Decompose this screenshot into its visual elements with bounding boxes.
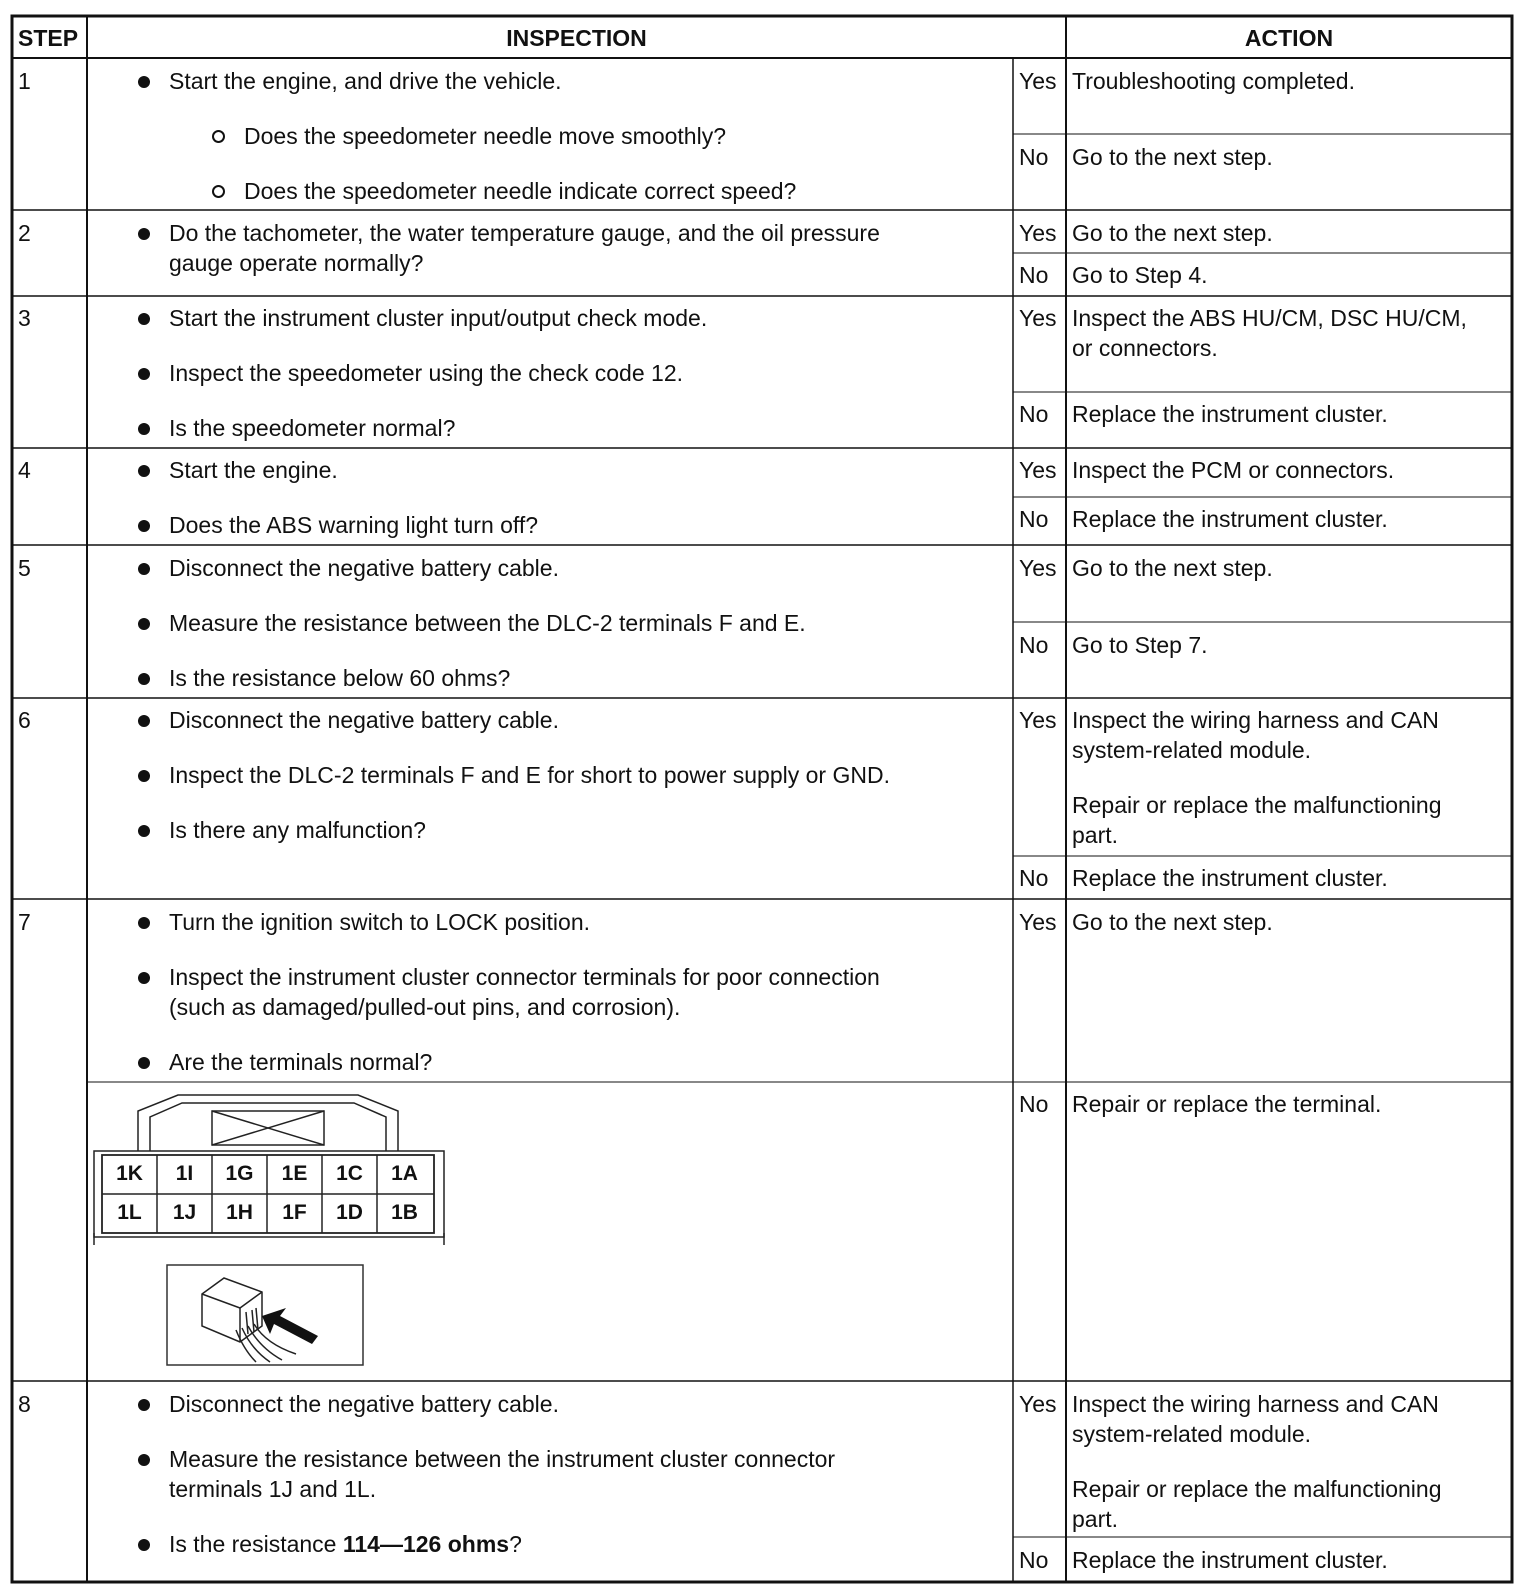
circle-bullet-icon: [212, 185, 225, 198]
inspection-item: Start the instrument cluster input/output check mode.: [169, 305, 708, 331]
inspection-item: Do the tachometer, the water temperature gauge, and the oil pressure: [169, 220, 880, 246]
bullet-icon: [138, 1539, 150, 1551]
yes-action: system-related module.: [1072, 1421, 1312, 1447]
inspection-item: (such as damaged/pulled-out pins, and corrosion).: [169, 994, 681, 1020]
pin-label: 1B: [391, 1201, 418, 1224]
yes-action: Repair or replace the malfunctioning: [1072, 792, 1442, 818]
no-label: No: [1019, 262, 1049, 288]
bullet-icon: [138, 715, 150, 727]
yes-label: Yes: [1019, 555, 1057, 581]
pin-label: 1J: [172, 1201, 197, 1224]
pin-label: 1H: [226, 1201, 253, 1224]
inspection-item: Is there any malfunction?: [169, 817, 426, 843]
inspection-item: Does the ABS warning light turn off?: [169, 512, 539, 538]
step-number: 3: [18, 305, 31, 331]
yes-label: Yes: [1019, 68, 1057, 94]
yes-label: Yes: [1019, 457, 1057, 483]
yes-action: Inspect the wiring harness and CAN: [1072, 707, 1439, 733]
no-action: Replace the instrument cluster.: [1072, 1547, 1388, 1573]
no-label: No: [1019, 144, 1049, 170]
yes-label: Yes: [1019, 1391, 1057, 1417]
yes-action: or connectors.: [1072, 335, 1218, 361]
inspection-item: terminals 1J and 1L.: [169, 1476, 377, 1502]
step-number: 7: [18, 909, 31, 935]
pin-label: 1C: [336, 1162, 363, 1185]
step-number: 1: [18, 68, 31, 94]
bullet-icon: [138, 1057, 150, 1069]
no-action: Go to Step 4.: [1072, 262, 1208, 288]
bullet-icon: [138, 770, 150, 782]
yes-action: Go to the next step.: [1072, 555, 1273, 581]
no-label: No: [1019, 506, 1049, 532]
pin-label: 1F: [282, 1201, 307, 1224]
pin-label: 1I: [175, 1162, 194, 1185]
bullet-icon: [138, 1454, 150, 1466]
yes-action: Inspect the ABS HU/CM, DSC HU/CM,: [1072, 305, 1467, 331]
yes-action: Go to the next step.: [1072, 220, 1273, 246]
pin-label: 1E: [281, 1162, 308, 1185]
inspection-sub-item: Does the speedometer needle move smoothly?: [244, 123, 727, 149]
inspection-item: Start the engine.: [169, 457, 338, 483]
inspection-item: Inspect the speedometer using the check code 12.: [169, 360, 683, 386]
yes-label: Yes: [1019, 220, 1057, 246]
resistance-suffix: ?: [509, 1531, 522, 1557]
bullet-icon: [138, 313, 150, 325]
yes-action: part.: [1072, 822, 1119, 848]
pin-label: 1A: [391, 1162, 418, 1185]
pin-label: 1L: [117, 1201, 142, 1224]
inspection-item: Measure the resistance between the DLC-2 terminals F and E.: [169, 610, 806, 636]
bullet-icon: [138, 423, 150, 435]
bullet-icon: [138, 618, 150, 630]
bullet-icon: [138, 228, 150, 240]
resistance-prefix: Is the resistance: [169, 1531, 343, 1557]
no-label: No: [1019, 401, 1049, 427]
resistance-value: 114—126 ohms: [342, 1531, 510, 1557]
yes-action: Inspect the PCM or connectors.: [1072, 457, 1395, 483]
header-inspection: INSPECTION: [506, 25, 647, 51]
inspection-item: Disconnect the negative battery cable.: [169, 707, 559, 733]
yes-label: Yes: [1019, 305, 1057, 331]
inspection-item: Measure the resistance between the instrument cluster connector: [169, 1446, 836, 1472]
yes-action: system-related module.: [1072, 737, 1312, 763]
no-label: No: [1019, 1091, 1049, 1117]
inspection-item: Turn the ignition switch to LOCK position.: [169, 909, 591, 935]
pin-label: 1D: [336, 1201, 363, 1224]
circle-bullet-icon: [212, 130, 225, 143]
yes-action: Troubleshooting completed.: [1072, 68, 1355, 94]
yes-action: part.: [1072, 1506, 1119, 1532]
bullet-icon: [138, 825, 150, 837]
inspection-item: Disconnect the negative battery cable.: [169, 1391, 559, 1417]
step-number: 6: [18, 707, 31, 733]
connector-illustration: [166, 1264, 364, 1366]
inspection-item: Are the terminals normal?: [169, 1049, 433, 1075]
no-action: Go to the next step.: [1072, 144, 1273, 170]
bullet-icon: [138, 1399, 150, 1411]
no-action: Replace the instrument cluster.: [1072, 865, 1388, 891]
bullet-icon: [138, 520, 150, 532]
yes-label: Yes: [1019, 707, 1057, 733]
no-action: Replace the instrument cluster.: [1072, 401, 1388, 427]
header-action: ACTION: [1244, 25, 1334, 51]
no-label: No: [1019, 865, 1049, 891]
header-step: STEP: [18, 25, 79, 51]
step-number: 2: [18, 220, 31, 246]
inspection-item: Disconnect the negative battery cable.: [169, 555, 559, 581]
step-number: 5: [18, 555, 31, 581]
inspection-item: Inspect the DLC-2 terminals F and E for short to power supply or GND.: [169, 762, 890, 788]
no-action: Replace the instrument cluster.: [1072, 506, 1388, 532]
no-action: Go to Step 7.: [1072, 632, 1208, 658]
inspection-item-resistance: [169, 1529, 522, 1559]
bullet-icon: [138, 368, 150, 380]
pin-label: 1K: [116, 1162, 143, 1185]
inspection-item: Start the engine, and drive the vehicle.: [169, 68, 562, 94]
bullet-icon: [138, 76, 150, 88]
no-action: Repair or replace the terminal.: [1072, 1091, 1382, 1117]
pin-label: 1G: [225, 1162, 254, 1185]
bullet-icon: [138, 917, 150, 929]
inspection-sub-item: Does the speedometer needle indicate correct speed?: [244, 178, 797, 204]
inspection-item: Is the resistance below 60 ohms?: [169, 665, 511, 691]
step-number: 4: [18, 457, 31, 483]
step-number: 8: [18, 1391, 31, 1417]
no-label: No: [1019, 632, 1049, 658]
bullet-icon: [138, 972, 150, 984]
inspection-item: Inspect the instrument cluster connector terminals for poor connection: [169, 964, 880, 990]
bullet-icon: [138, 563, 150, 575]
yes-action: Go to the next step.: [1072, 909, 1273, 935]
yes-action: Repair or replace the malfunctioning: [1072, 1476, 1442, 1502]
bullet-icon: [138, 673, 150, 685]
yes-action: Inspect the wiring harness and CAN: [1072, 1391, 1439, 1417]
inspection-item: gauge operate normally?: [169, 250, 424, 276]
yes-label: Yes: [1019, 909, 1057, 935]
inspection-item: Is the speedometer normal?: [169, 415, 456, 441]
no-label: No: [1019, 1547, 1049, 1573]
bullet-icon: [138, 465, 150, 477]
